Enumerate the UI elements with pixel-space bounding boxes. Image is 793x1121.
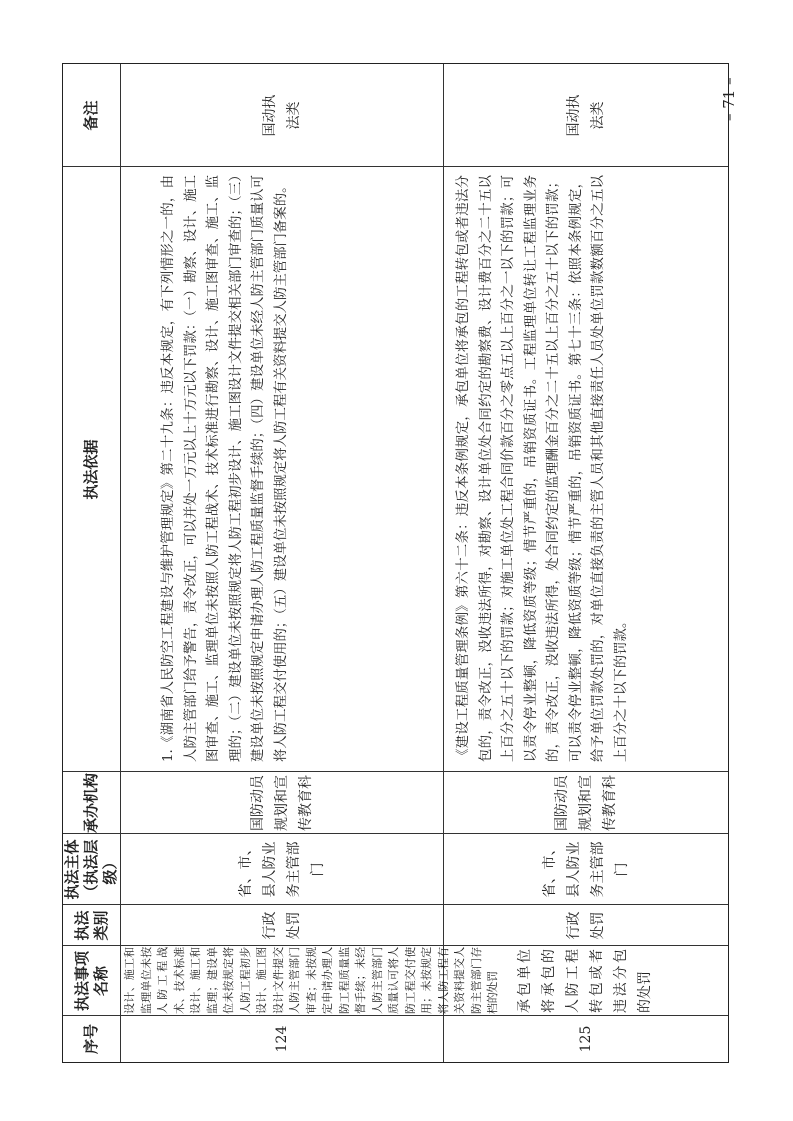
row-124-agency: 国防动员规划和宣传教育科 xyxy=(249,775,314,831)
header-item-name: 执法事项 名称 xyxy=(72,951,110,1012)
header-remark: 备注 xyxy=(82,100,100,131)
row-125-item-name: 承包单位将承包的人防工程转包或者违法分包的处罚 xyxy=(517,949,653,1013)
row-124-basis xyxy=(120,167,443,772)
row-124-remark: 国动执法类 xyxy=(261,94,302,137)
header-category: 执法 类别 xyxy=(72,910,110,941)
header-basis: 执法依据 xyxy=(82,439,100,500)
row-125-basis xyxy=(443,167,728,772)
row-124-category: 行政处罚 xyxy=(261,911,302,940)
row-124-basis-text: 1.《湖南省人民防空工程建设与维护管理规定》第二十九条：违反本规定，有下列情形之一的，由人防主管部门给予警告，责令改正，可以并处一万元以上十万元以下罚款：（一）勘察、设计、施工图审查、施工、监理单位未按照人防工程战术、技术标准进行勘察、设计、施工图审查、施工、监理的；（二）建设单位未按照规定将人防工程初步设计、施工图设计文件提交相关部门审查的；（三）建设单位未按照规定申请办理人防工程质量监督手续的；（四）建设单位未经人防主管部门质量认可将人防工程交付使用的；（五）建设单位未按照规定将人防工程有关资料提交人防主管部门备案的。 xyxy=(161,175,289,762)
row-125-category: 行政处罚 xyxy=(565,911,606,940)
row-125-subject: 省、市、县人防业务主管部门 xyxy=(541,841,630,898)
row-125-basis-text: 《建设工程质量管理条例》第六十二条：违反本条例规定，承包单位将承包的工程转包或者违法分包的，责令改正，没收违法所得，对勘察、设计单位处合同约定的勘察费、设计费百分之二十五以上百分之五十以下的罚款；对施工单位处工程合同价款百分之零点五以上百分之一以下的罚款；可以责令停业整顿，降低资质等级；情节严重的，吊销资质证书。工程监理单位转让工程监理业务的，责令改正，没收违法所得，处合同约定的监理酬金百分之二十五以上百分之五十以下的罚款；可以责令停业整顿，降低资质等级；情节严重的，吊销资质证书。第七十三条：依照本条例规定，给予单位罚款处罚的，对单位直接负责的主管人员和其他直接责任人员处单位罚款数额百分之五以上百分之十以下的罚款。 xyxy=(456,175,629,762)
row-125-remark: 国动执法类 xyxy=(565,94,606,137)
row-125-agency: 国防动员规划和宣传教育科 xyxy=(553,775,618,831)
header-agency: 承办机构 xyxy=(82,773,100,834)
row-124-seq: 124 xyxy=(273,1025,290,1053)
row-124-subject: 省、市、县人防业务主管部门 xyxy=(237,841,326,898)
enforcement-table xyxy=(62,63,729,1063)
row-125-seq: 125 xyxy=(577,1025,594,1053)
row-124-item-name: 设计、施工和监理单位未按人防工程战术、技术标准设计、施工和监理；建设单位未按规定将人防工程初步设计、施工图设计文件提交人防主管部门审查；未按规定申请办理人防工程质量监督手续；未经人防主管部门质量认可将人防工程交付使用；未按规定将人防工程有关资料提交人防主管部门存档的处罚 xyxy=(123,947,499,1014)
page-number: – 71 – xyxy=(720,77,738,121)
header-subject: 执法主体 （执法层级） xyxy=(63,839,119,900)
header-seq: 序号 xyxy=(82,1024,100,1055)
